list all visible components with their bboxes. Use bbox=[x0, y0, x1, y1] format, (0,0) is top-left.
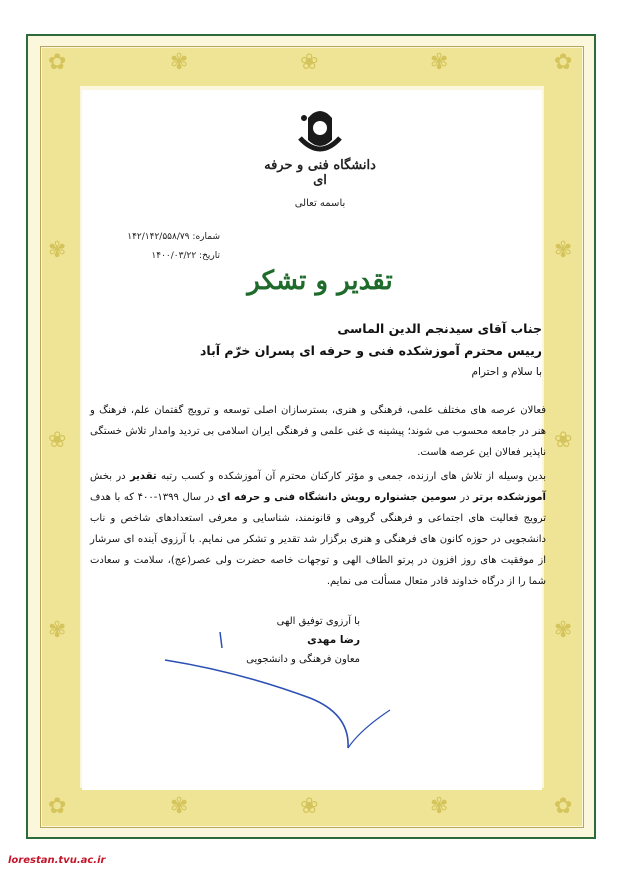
certificate-title: تقدیر و تشکر bbox=[247, 266, 393, 296]
signer-position: معاون فرهنگی و دانشجویی bbox=[246, 654, 360, 665]
date-label: تاریخ: bbox=[199, 251, 220, 261]
recipient-title: رییس محترم آموزشکده فنی و حرفه ای پسران خرّم آباد bbox=[199, 343, 542, 358]
bismillah-heading: باسمه تعالی bbox=[294, 198, 346, 209]
corner-ornament-icon: ✿ bbox=[554, 50, 573, 75]
edge-ornament-icon: ✾ bbox=[48, 618, 67, 643]
greeting: با سلام و احترام bbox=[471, 366, 542, 378]
paragraph2-text: در bbox=[456, 492, 474, 503]
reference-block bbox=[100, 228, 220, 266]
edge-ornament-icon: ✾ bbox=[430, 794, 449, 819]
handwritten-signature bbox=[160, 620, 420, 760]
signer-name: رضا مهدی bbox=[307, 634, 360, 646]
edge-ornament-icon: ❀ bbox=[300, 794, 319, 819]
edge-ornament-icon: ❀ bbox=[554, 428, 573, 453]
closing-phrase: با آرزوی توفیق الهی bbox=[276, 616, 360, 627]
edge-ornament-icon: ✾ bbox=[48, 238, 67, 263]
edge-ornament-icon: ❀ bbox=[48, 428, 67, 453]
recipient-block bbox=[90, 318, 542, 382]
date-value: ۱۴۰۰/۰۳/۲۲ bbox=[151, 251, 197, 261]
edge-ornament-icon: ✾ bbox=[170, 50, 189, 75]
corner-ornament-icon: ✿ bbox=[48, 50, 67, 75]
award-rank: تقدیر bbox=[129, 471, 157, 482]
recipient-name: جناب آقای سیدنجم الدین الماسی bbox=[337, 321, 542, 336]
letter-date bbox=[100, 247, 220, 266]
edge-ornament-icon: ✾ bbox=[430, 50, 449, 75]
university-name: دانشگاه فنی و حرفه ای bbox=[264, 158, 376, 188]
award-category: آموزشکده برتر bbox=[473, 492, 546, 503]
letter-number bbox=[100, 228, 220, 247]
body-paragraph-1: فعالان عرصه های مختلف علمی، فرهنگی و هنری، بسترسازان اصلی توسعه و ترویج گفتمان علم، فرهنگ و هنر در جامعه محسوب می شوند؛ پیشینه ی غنی علمی و فرهنگی ایران اسلامی بی تردید وامدار تلاش خستگی ناپذیر فعالان این عرصه هاست. bbox=[90, 405, 546, 458]
paragraph2-text: بدین وسیله از تلاش های ارزنده، جمعی و مؤثر کارکنان محترم آن آموزشکده و کسب رتبه bbox=[156, 471, 546, 482]
body-paragraph-2 bbox=[90, 466, 546, 592]
corner-ornament-icon: ✿ bbox=[48, 794, 67, 819]
number-label: شماره: bbox=[192, 232, 220, 242]
edge-ornament-icon: ✾ bbox=[554, 618, 573, 643]
paragraph2-text: در سال ۱۳۹۹-۴۰۰ که با هدف ترویج فعالیت های اجتماعی و فرهنگی گروهی و قانونمند، شناسایی و معرفی استعدادهای شاخص و ناب دانشجویی در حوزه کانون های فرهنگی و هنری برگزار شد تقدیر و تشکر می نمایم. با آرزوی آینده ای سرشار از موفقیت های روز افزون در پرتو الطاف الهی و توجهات خاصه حضرت ولی عصر(عج)، سلامت و سعادت شما را از درگاه خداوند قادر متعال مسألت می نمایم. bbox=[90, 492, 546, 587]
festival-name: سومین جشنواره رویش دانشگاه فنی و حرفه ای bbox=[217, 492, 457, 503]
number-value: ۱۴۲/۱۴۲/۵۵۸/۷۹ bbox=[127, 232, 190, 242]
footer-url: lorestan.tvu.ac.ir bbox=[8, 855, 106, 866]
corner-ornament-icon: ✿ bbox=[554, 794, 573, 819]
edge-ornament-icon: ❀ bbox=[300, 50, 319, 75]
edge-ornament-icon: ✾ bbox=[170, 794, 189, 819]
paragraph2-text: در بخش bbox=[90, 471, 130, 482]
edge-ornament-icon: ✾ bbox=[554, 238, 573, 263]
